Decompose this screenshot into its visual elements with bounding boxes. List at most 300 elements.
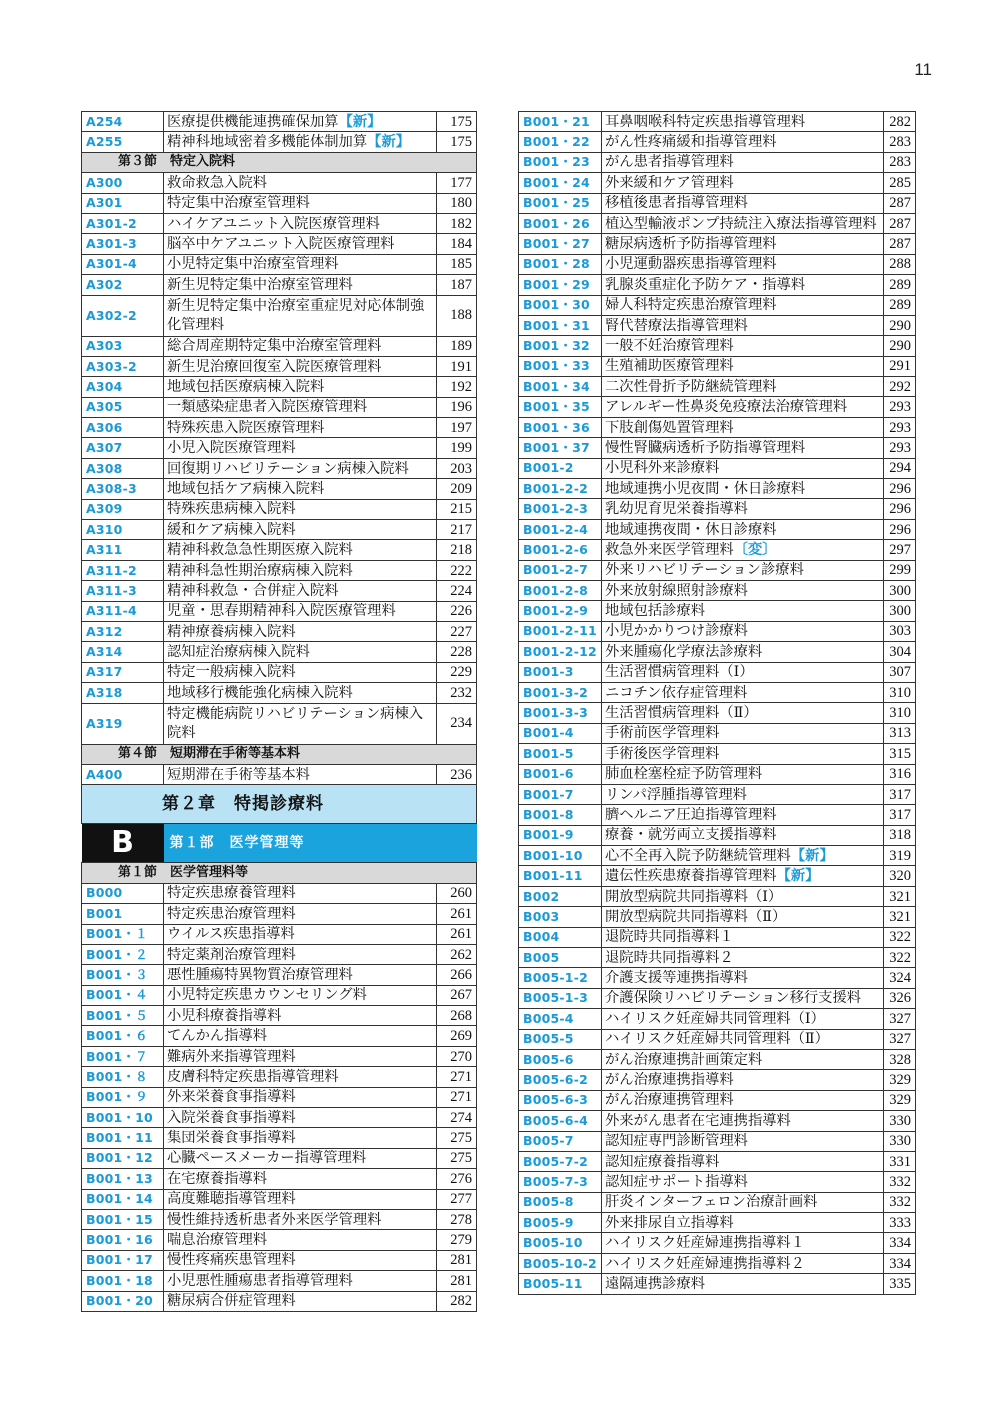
index-row [519,948,916,968]
item-name: 退院時共同指導料１ [602,927,884,947]
right-index-column [518,111,916,1295]
item-name: 小児特定疾患カウンセリング料 [164,985,437,1005]
item-name: 婦人科特定疾患治療管理料 [602,295,884,315]
index-row [519,315,916,335]
item-code: B004 [519,927,602,947]
item-page: 227 [437,621,477,641]
item-page: 290 [884,315,916,335]
index-row [82,985,477,1005]
item-code: A310 [82,520,164,540]
item-name: 外来栄養食事指導料 [164,1087,437,1107]
item-page: 268 [437,1006,477,1026]
index-row [82,193,477,213]
item-page: 180 [437,193,477,213]
item-code: B001・21 [519,112,602,132]
item-page: 269 [437,1026,477,1046]
item-code: B001・32 [519,336,602,356]
item-code: A303 [82,336,164,356]
item-name: 地域包括医療病棟入院料 [164,377,437,397]
index-row [519,1131,916,1151]
index-row [519,805,916,825]
section-header-row [82,744,477,764]
item-name: 精神科急性期治療病棟入院料 [164,560,437,580]
item-name: 悪性腫瘍特異物質治療管理料 [164,965,437,985]
item-page: 262 [437,944,477,964]
item-name: がん治療連携計画策定料 [602,1049,884,1069]
index-row [519,540,916,560]
item-page: 327 [884,1009,916,1029]
item-name: 回復期リハビリテーション病棟入院料 [164,458,437,478]
item-page: 218 [437,540,477,560]
item-page: 330 [884,1131,916,1151]
item-name: 特殊疾患病棟入院料 [164,499,437,519]
item-name: 一般不妊治療管理料 [602,336,884,356]
index-row [82,1067,477,1087]
item-code: B001・14 [82,1189,164,1209]
item-code: B001-2-2 [519,479,602,499]
item-page: 234 [437,703,477,744]
index-row [519,560,916,580]
item-code: A305 [82,397,164,417]
item-page: 293 [884,397,916,417]
item-page: 335 [884,1274,916,1294]
item-name: ニコチン依存症管理料 [602,682,884,702]
item-name: 植込型輸液ポンプ持続注入療法指導管理料 [602,213,884,233]
item-code: B001・４ [82,985,164,1005]
item-code: B001-3-2 [519,682,602,702]
item-code: B005-6-3 [519,1090,602,1110]
item-page: 289 [884,295,916,315]
index-row [519,1172,916,1192]
item-page: 288 [884,254,916,274]
item-code: A306 [82,418,164,438]
item-page: 229 [437,662,477,682]
item-page: 196 [437,397,477,417]
index-row [82,479,477,499]
index-row [82,418,477,438]
index-row [519,825,916,845]
index-row [519,682,916,702]
item-code: B005-5 [519,1029,602,1049]
item-code: B001・23 [519,152,602,172]
item-code: B001-2-3 [519,499,602,519]
item-page: 291 [884,356,916,376]
item-page: 283 [884,132,916,152]
item-page: 324 [884,968,916,988]
index-row [82,1046,477,1066]
item-code: B001・10 [82,1108,164,1128]
item-page: 331 [884,1151,916,1171]
item-name: 臍ヘルニア圧迫指導管理料 [602,805,884,825]
chapter-header: 第２章 特掲診療料 [82,785,477,824]
item-page: 297 [884,540,916,560]
item-name: 外来緩和ケア管理料 [602,173,884,193]
item-name: 医療提供機能連携確保加算【新】 [164,112,437,132]
item-name: 慢性疼痛疾患管理料 [164,1250,437,1270]
item-page: 313 [884,723,916,743]
item-code: A309 [82,499,164,519]
item-name: 心不全再入院予防継続管理料【新】 [602,846,884,866]
item-code: B001・11 [82,1128,164,1148]
index-row [82,924,477,944]
index-row [82,377,477,397]
item-page: 222 [437,560,477,580]
index-row [519,723,916,743]
item-page: 304 [884,642,916,662]
item-page: 236 [437,764,477,784]
item-code: A300 [82,173,164,193]
item-name: 認知症治療病棟入院料 [164,642,437,662]
item-name: 慢性維持透析患者外来医学管理料 [164,1209,437,1229]
index-row [519,193,916,213]
chapter-header-row [82,785,477,824]
item-code: A307 [82,438,164,458]
item-name: 総合周産期特定集中治療室管理料 [164,336,437,356]
item-name: 外来リハビリテーション診療料 [602,560,884,580]
item-code: B001・１ [82,924,164,944]
index-row [519,1009,916,1029]
item-name: 肝炎インターフェロン治療計画料 [602,1192,884,1212]
index-row [519,458,916,478]
item-name: 小児かかりつけ診療料 [602,621,884,641]
item-name: 退院時共同指導料２ [602,948,884,968]
part-header [82,824,477,863]
index-row [519,1233,916,1253]
item-name: 精神科救急急性期医療入院料 [164,540,437,560]
index-row [519,662,916,682]
item-code: A301-3 [82,234,164,254]
item-name: 新生児特定集中治療室管理料 [164,275,437,295]
item-name: 地域連携小児夜間・休日診療料 [602,479,884,499]
index-row [519,621,916,641]
item-name: 遺伝性疾患療養指導管理料【新】 [602,866,884,886]
index-row [82,944,477,964]
item-name: 下肢創傷処置管理料 [602,417,884,437]
index-row [82,112,477,132]
item-code: B001・12 [82,1148,164,1168]
item-name: 手術後医学管理料 [602,744,884,764]
item-tag: 〔変〕 [733,541,777,558]
item-page: 310 [884,703,916,723]
index-row [82,132,477,152]
item-page: 303 [884,621,916,641]
item-page: 274 [437,1108,477,1128]
index-row [82,703,477,744]
index-row [82,1108,477,1128]
item-code: A311-2 [82,560,164,580]
item-code: B001-2-4 [519,519,602,539]
item-name: 小児入院医療管理料 [164,438,437,458]
index-row [82,275,477,295]
index-row [519,968,916,988]
item-page: 175 [437,112,477,132]
item-code: A318 [82,683,164,703]
index-row [82,1291,477,1311]
index-row [82,1250,477,1270]
index-row [82,1271,477,1291]
item-name: アレルギー性鼻炎免疫療法治療管理料 [602,397,884,417]
index-row [519,703,916,723]
item-code: B005-1-3 [519,988,602,1008]
item-code: A301 [82,193,164,213]
item-name: 乳腺炎重症化予防ケア・指導料 [602,275,884,295]
item-page: 326 [884,988,916,1008]
item-name: 特定疾患療養管理料 [164,883,437,903]
item-name: 小児科外来診療料 [602,458,884,478]
item-code: B001・18 [82,1271,164,1291]
index-row [519,1111,916,1131]
item-page: 177 [437,173,477,193]
item-page: 292 [884,377,916,397]
index-row [82,1087,477,1107]
item-code: A303-2 [82,356,164,376]
item-code: B001 [82,904,164,924]
index-row [82,356,477,376]
item-name: 脳卒中ケアユニット入院医療管理料 [164,234,437,254]
item-page: 294 [884,458,916,478]
index-row [519,519,916,539]
item-code: B001・34 [519,377,602,397]
index-row [519,112,916,132]
item-name: 介護保険リハビリテーション移行支援料 [602,988,884,1008]
index-row [519,417,916,437]
item-page: 293 [884,417,916,437]
item-name: 小児悪性腫瘍患者指導管理料 [164,1271,437,1291]
item-name: リンパ浮腫指導管理料 [602,784,884,804]
item-name: 外来排尿自立指導料 [602,1213,884,1233]
index-row [519,1070,916,1090]
part-banner [82,824,477,862]
item-name: 精神科地域密着多機能体制加算【新】 [164,132,437,152]
item-name: 小児運動器疾患指導管理料 [602,254,884,274]
item-code: B001-11 [519,866,602,886]
item-page: 287 [884,213,916,233]
item-code: B005-1-2 [519,968,602,988]
item-page: 266 [437,965,477,985]
item-page: 285 [884,173,916,193]
item-page: 217 [437,520,477,540]
item-name: 腎代替療法指導管理料 [602,315,884,335]
index-row [82,601,477,621]
item-name: 耳鼻咽喉科特定疾患指導管理料 [602,112,884,132]
item-page: 226 [437,601,477,621]
item-page: 188 [437,295,477,336]
item-name: 開放型病院共同指導料（Ⅱ） [602,907,884,927]
item-page: 333 [884,1213,916,1233]
item-name: 救命救急入院料 [164,173,437,193]
item-page: 300 [884,580,916,600]
item-code: B001・25 [519,193,602,213]
item-page: 332 [884,1172,916,1192]
item-name: 生活習慣病管理料（Ⅱ） [602,703,884,723]
item-code: A311-4 [82,601,164,621]
item-page: 315 [884,744,916,764]
item-code: B000 [82,883,164,903]
item-page: 192 [437,377,477,397]
item-page: 321 [884,886,916,906]
item-name: 肺血栓塞栓症予防管理料 [602,764,884,784]
item-page: 322 [884,948,916,968]
item-page: 329 [884,1090,916,1110]
item-code: B001・３ [82,965,164,985]
index-row [82,295,477,336]
item-page: 278 [437,1209,477,1229]
item-code: B001・27 [519,234,602,254]
item-name: 乳幼児育児栄養指導料 [602,499,884,519]
item-page: 215 [437,499,477,519]
item-page: 260 [437,883,477,903]
item-code: A301-2 [82,213,164,233]
page-number: 11 [914,60,932,79]
item-code: B001-3 [519,662,602,682]
item-code: B001-7 [519,784,602,804]
item-code: A312 [82,621,164,641]
item-page: 318 [884,825,916,845]
item-name: 外来放射線照射診療料 [602,580,884,600]
left-index-table [81,111,477,1312]
item-code: B001・28 [519,254,602,274]
item-name: 認知症サポート指導料 [602,1172,884,1192]
item-page: 281 [437,1250,477,1270]
item-code: A317 [82,662,164,682]
index-row [519,1090,916,1110]
item-page: 287 [884,193,916,213]
item-name: 地域連携夜間・休日診療料 [602,519,884,539]
item-page: 296 [884,479,916,499]
item-code: B001-2-8 [519,580,602,600]
index-row [82,336,477,356]
part-header-row [82,824,477,863]
item-code: B001・２ [82,944,164,964]
item-code: B001-2-7 [519,560,602,580]
item-code: B001-2-9 [519,601,602,621]
item-page: 329 [884,1070,916,1090]
item-page: 209 [437,479,477,499]
item-code: B001・29 [519,275,602,295]
item-page: 203 [437,458,477,478]
item-code: B001・35 [519,397,602,417]
index-row [519,1151,916,1171]
item-name: 介護支援等連携指導料 [602,968,884,988]
item-page: 182 [437,213,477,233]
item-name: 生活習慣病管理料（Ⅰ） [602,662,884,682]
item-page: 330 [884,1111,916,1131]
item-page: 199 [437,438,477,458]
item-code: B001-8 [519,805,602,825]
item-code: B001・７ [82,1046,164,1066]
item-page: 319 [884,846,916,866]
index-row [519,1049,916,1069]
item-code: B001・26 [519,213,602,233]
item-name: 二次性骨折予防継続管理料 [602,377,884,397]
index-row [519,377,916,397]
index-row [519,132,916,152]
item-tag: 【新】 [776,868,820,885]
item-code: B001-10 [519,846,602,866]
index-row [519,1213,916,1233]
index-row [519,1192,916,1212]
part-letter-badge: B [82,824,164,862]
item-page: 321 [884,907,916,927]
index-row [82,173,477,193]
index-row [82,1128,477,1148]
item-name: ハイリスク妊産婦共同管理料（Ⅰ） [602,1009,884,1029]
item-page: 281 [437,1271,477,1291]
item-page: 275 [437,1148,477,1168]
item-name: 生殖補助医療管理料 [602,356,884,376]
item-code: B005-8 [519,1192,602,1212]
item-name: 特定機能病院リハビリテーション病棟入院料 [164,703,437,744]
item-name: 難病外来指導管理料 [164,1046,437,1066]
item-page: 307 [884,662,916,682]
item-code: B001・６ [82,1026,164,1046]
item-name: 小児科療養指導料 [164,1006,437,1026]
item-page: 299 [884,560,916,580]
item-page: 282 [437,1291,477,1311]
index-row [82,254,477,274]
index-row [82,1006,477,1026]
item-page: 279 [437,1230,477,1250]
item-name: ハイリスク妊産婦連携指導料１ [602,1233,884,1253]
item-code: A302-2 [82,295,164,336]
item-code: A311 [82,540,164,560]
item-page: 191 [437,356,477,376]
item-name: ウイルス疾患指導料 [164,924,437,944]
item-name: 糖尿病合併症管理料 [164,1291,437,1311]
item-name: 救急外来医学管理料〔変〕 [602,540,884,560]
index-row [519,886,916,906]
item-name: 皮膚科特定疾患指導管理料 [164,1067,437,1087]
index-row [82,560,477,580]
item-name: がん性疼痛緩和指導管理料 [602,132,884,152]
item-name: 遠隔連携診療料 [602,1274,884,1294]
item-code: B001-2-11 [519,621,602,641]
item-code: B001-2 [519,458,602,478]
item-name: 喘息治療管理料 [164,1230,437,1250]
item-name: 一類感染症患者入院医療管理料 [164,397,437,417]
index-row [82,458,477,478]
index-row [519,356,916,376]
index-row [519,295,916,315]
item-page: 184 [437,234,477,254]
item-name: 緩和ケア病棟入院料 [164,520,437,540]
item-page: 290 [884,336,916,356]
item-page: 300 [884,601,916,621]
item-code: B001・８ [82,1067,164,1087]
index-row [519,173,916,193]
item-code: B001-2-6 [519,540,602,560]
item-name: 心臓ペースメーカー指導管理料 [164,1148,437,1168]
index-row [519,642,916,662]
index-row [82,621,477,641]
index-row [519,152,916,172]
item-code: B005-6 [519,1049,602,1069]
item-page: 317 [884,784,916,804]
index-row [82,499,477,519]
item-code: B005 [519,948,602,968]
right-index-table [518,111,916,1295]
index-row [82,397,477,417]
item-page: 271 [437,1067,477,1087]
item-name: 糖尿病透析予防指導管理料 [602,234,884,254]
item-name: 地域包括診療料 [602,601,884,621]
item-code: B005-6-2 [519,1070,602,1090]
item-name: がん治療連携指導料 [602,1070,884,1090]
index-row [82,234,477,254]
item-page: 334 [884,1233,916,1253]
item-code: B005-10 [519,1233,602,1253]
index-row [82,213,477,233]
